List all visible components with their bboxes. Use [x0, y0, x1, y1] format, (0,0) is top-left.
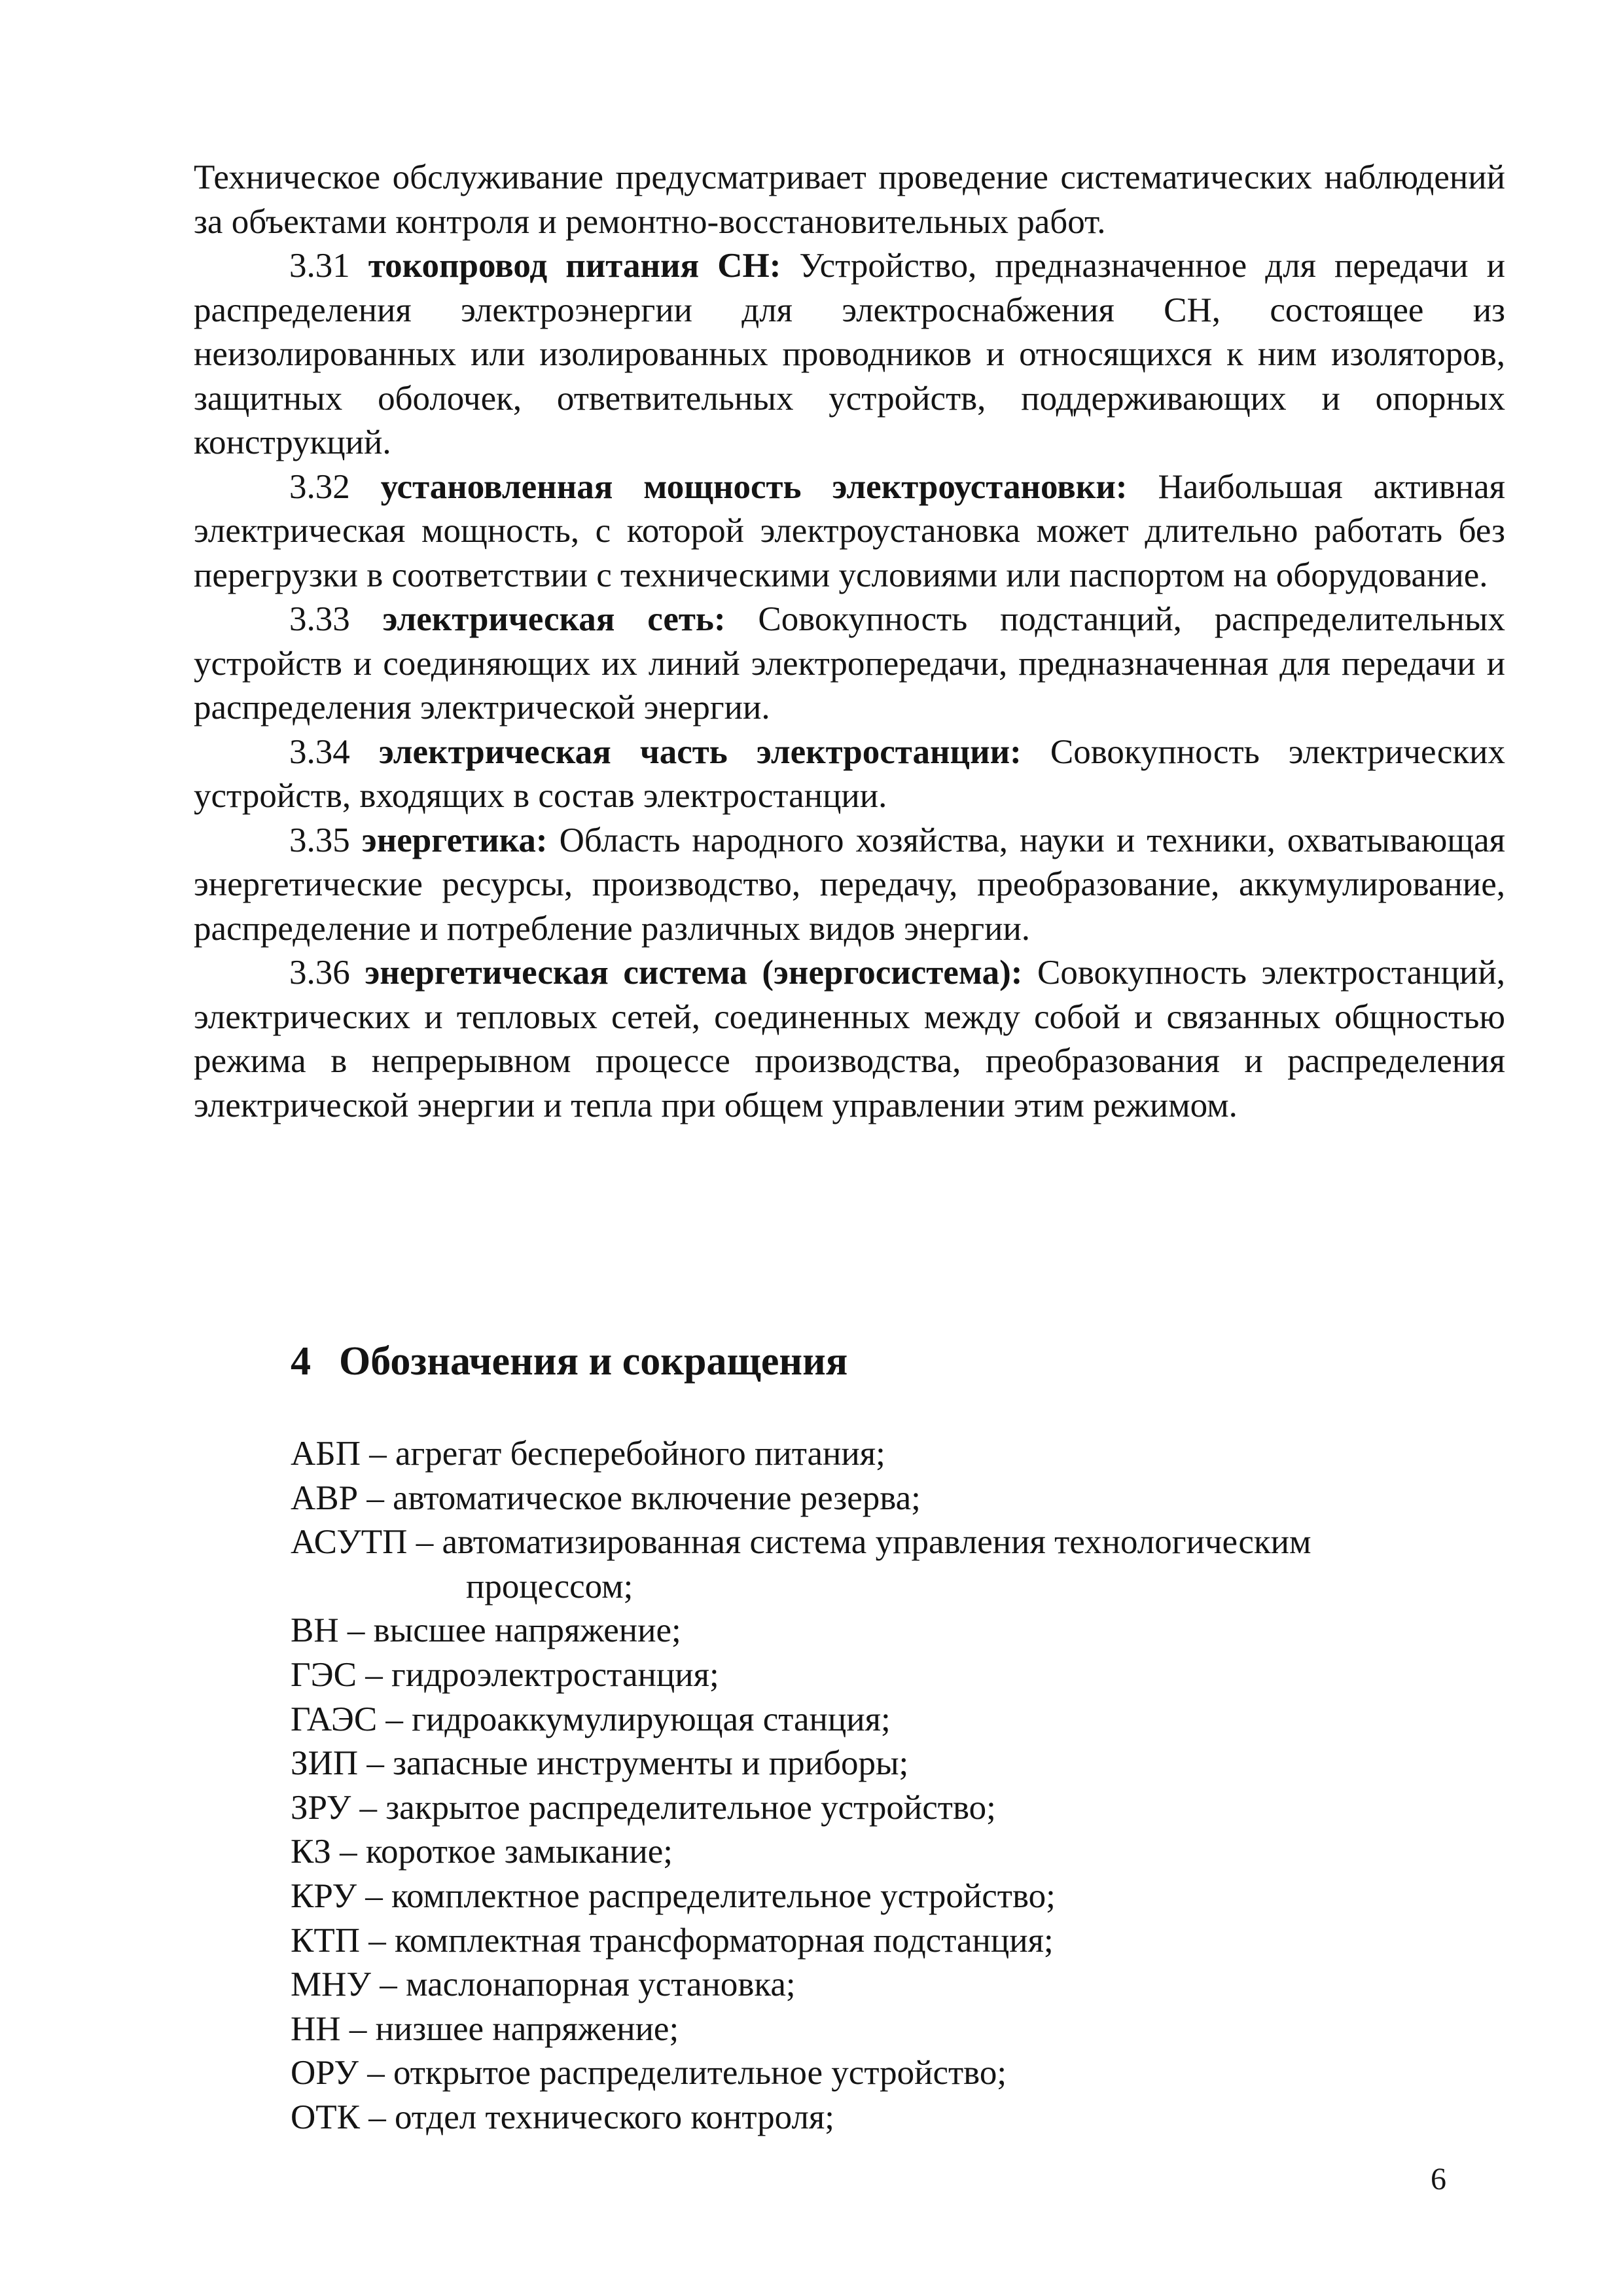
- abbreviation-meaning: запасные инструменты и приборы;: [393, 1744, 909, 1783]
- term-title: энергетическая система (энергосистема):: [365, 954, 1023, 992]
- dash-separator: –: [366, 1744, 384, 1783]
- dash-separator: –: [368, 1921, 386, 1960]
- term-title: установленная мощность электроустановки:: [380, 467, 1128, 506]
- abbreviation: АВР: [291, 1479, 359, 1517]
- dash-separator: –: [340, 1833, 357, 1871]
- dash-separator: –: [365, 1655, 383, 1694]
- abbreviation: КЗ: [291, 1833, 331, 1871]
- abbreviation-meaning: открытое распределительное устройство;: [393, 2054, 1007, 2092]
- abbreviation-item: [291, 1432, 1501, 1477]
- abbreviation-item: [291, 1874, 1501, 1919]
- dash-separator: –: [366, 1479, 384, 1517]
- abbreviation-item: [291, 2096, 1501, 2140]
- term-number: 3.34: [289, 732, 350, 771]
- term-title: электрическая часть электростанции:: [378, 732, 1022, 771]
- term-paragraph-3-34: [194, 730, 1505, 819]
- dash-separator: –: [416, 1523, 434, 1562]
- abbreviation-item: [291, 1963, 1501, 2007]
- abbreviation-meaning: маслонапорная установка;: [405, 1965, 796, 2004]
- abbreviation-item: [291, 1742, 1501, 1786]
- term-title: электрическая сеть:: [382, 600, 726, 638]
- abbreviations-list: [291, 1432, 1501, 2140]
- abbreviation: ОРУ: [291, 2054, 359, 2092]
- abbreviation-item: [291, 1830, 1501, 1874]
- term-title: энергетика:: [361, 821, 548, 859]
- abbreviation-meaning: отдел технического контроля;: [395, 2098, 834, 2136]
- abbreviation-item: [291, 1919, 1501, 1964]
- abbreviation-meaning-continuation: процессом;: [466, 1567, 633, 1605]
- abbreviation-meaning: комплектное распределительное устройство;: [391, 1876, 1056, 1915]
- abbreviation-item: [291, 1520, 1501, 1609]
- abbreviation-meaning: короткое замыкание;: [365, 1833, 673, 1871]
- term-paragraph-3-31: [194, 244, 1505, 465]
- abbreviation-item: [291, 1477, 1501, 1521]
- term-definition: Совокупность электрических устройств, входящих в состав электростанции.: [194, 732, 1505, 815]
- term-number: 3.33: [289, 600, 350, 638]
- term-number: 3.35: [289, 821, 350, 859]
- term-definition: Устройство, предназначенное для передачи и распределения электроэнергии для электроснабжения СН, состоящее из неизолированных или изолированных проводников и относящихся к ним изоляторов, защитных оболочек, ответвительных устройств, поддерживающих и опорных конструкций.: [194, 247, 1506, 461]
- abbreviation: АСУТП: [291, 1523, 408, 1562]
- abbreviation-meaning: закрытое распределительное устройство;: [385, 1788, 996, 1827]
- term-paragraph-3-35: [194, 819, 1505, 952]
- dash-separator: –: [349, 2009, 367, 2048]
- abbreviation-item: [291, 2051, 1501, 2096]
- term-number: 3.31: [289, 247, 350, 285]
- dash-separator: –: [359, 1788, 377, 1827]
- abbreviation: ЗРУ: [291, 1788, 351, 1827]
- terms-body: [194, 156, 1505, 1128]
- abbreviation: ГЭС: [291, 1655, 357, 1694]
- abbreviation: ЗИП: [291, 1744, 359, 1783]
- term-paragraph-3-33: [194, 598, 1505, 730]
- abbreviation-item: [291, 1698, 1501, 1742]
- abbreviation: НН: [291, 2009, 341, 2048]
- dash-separator: –: [367, 2054, 385, 2092]
- abbreviation: КРУ: [291, 1876, 357, 1915]
- term-paragraph-3-36: [194, 951, 1505, 1128]
- abbreviation-item: [291, 1786, 1501, 1831]
- abbreviation-meaning: гидроэлектростанция;: [391, 1655, 719, 1694]
- dash-separator: –: [365, 1876, 383, 1915]
- abbreviation-item: [291, 1653, 1501, 1698]
- abbreviation: МНУ: [291, 1965, 371, 2004]
- section-heading: [291, 1335, 847, 1388]
- abbreviation-meaning: комплектная трансформаторная подстанция;: [395, 1921, 1054, 1960]
- abbreviation: АБП: [291, 1435, 361, 1473]
- abbreviation-item: [291, 2007, 1501, 2052]
- abbreviation: КТП: [291, 1921, 360, 1960]
- abbreviation-meaning: низшее напряжение;: [375, 2009, 679, 2048]
- page-number: 6: [1431, 2162, 1446, 2197]
- section-title: Обозначения и сокращения: [339, 1339, 848, 1384]
- abbreviation-meaning: автоматическое включение резерва;: [393, 1479, 921, 1517]
- abbreviation: ГАЭС: [291, 1700, 378, 1738]
- dash-separator: –: [369, 1435, 387, 1473]
- section-number: 4: [291, 1339, 311, 1384]
- abbreviation-item: [291, 1609, 1501, 1653]
- term-title: токопровод питания СН:: [368, 247, 781, 285]
- dash-separator: –: [385, 1700, 403, 1738]
- dash-separator: –: [368, 2098, 386, 2136]
- term-number: 3.36: [289, 954, 350, 992]
- term-definition: Совокупность электростанций, электрических и тепловых сетей, соединенных между собой и связанных общностью режима в непрерывном процессе производства, преобразования и распределения электрической энергии и тепла при общем управлении этим режимом.: [194, 954, 1506, 1124]
- term-definition: Область народного хозяйства, науки и техники, охватывающая энергетические ресурсы, производство, передачу, преобразование, аккумулирование, распределение и потребление различных видов энергии.: [194, 821, 1506, 948]
- term-paragraph-3-32: [194, 465, 1505, 598]
- intro-paragraph: Техническое обслуживание предусматривает проведение систематических наблюдений за объектами контроля и ремонтно-восстановительных работ.: [194, 158, 1505, 241]
- dash-separator: –: [380, 1965, 397, 2004]
- abbreviation-meaning: агрегат бесперебойного питания;: [395, 1435, 885, 1473]
- term-number: 3.32: [289, 467, 350, 506]
- abbreviation-meaning: гидроаккумулирующая станция;: [412, 1700, 891, 1738]
- abbreviation: ВН: [291, 1611, 339, 1650]
- abbreviation-meaning: высшее напряжение;: [373, 1611, 681, 1650]
- dash-separator: –: [347, 1611, 365, 1650]
- term-definition: Совокупность подстанций, распределительных устройств и соединяющих их линий электропередачи, предназначенная для передачи и распределения электрической энергии.: [194, 600, 1506, 726]
- term-definition: Наибольшая активная электрическая мощность, с которой электроустановка может длительно работать без перегрузки в соответствии с техническими условиями или паспортом на оборудование.: [194, 467, 1506, 594]
- abbreviation-meaning: автоматизированная система управления технологическим: [442, 1523, 1311, 1562]
- abbreviation: ОТК: [291, 2098, 360, 2136]
